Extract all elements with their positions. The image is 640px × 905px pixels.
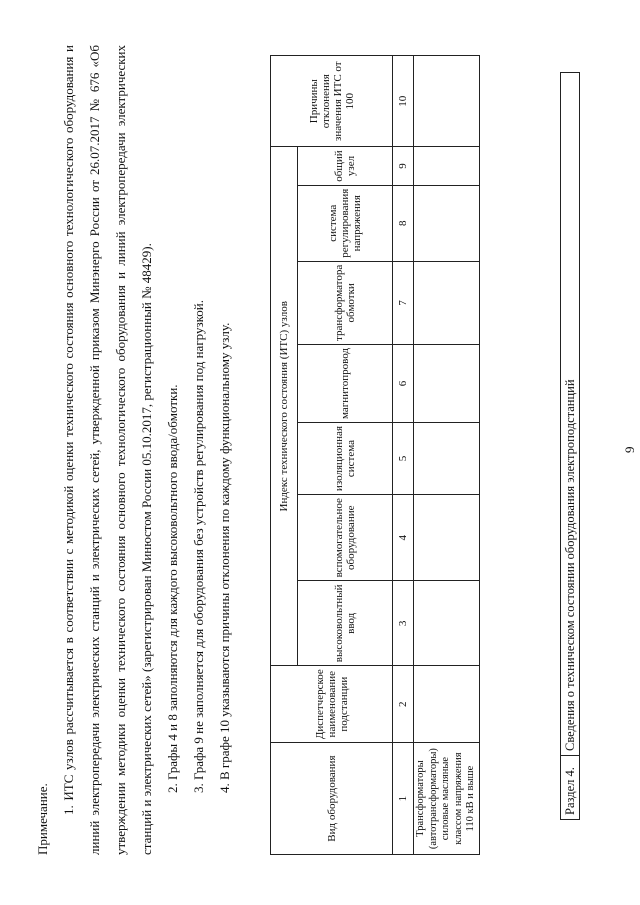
note-2: 2. Графы 4 и 8 заполняются для каждого высоковольтного ввода/обмотки. (165, 384, 180, 793)
header-itc-group: Индекс технического состояния (ИТС) узлов (271, 147, 298, 666)
header-itc-col: высоковольтный ввод (298, 581, 393, 666)
col-number: 2 (393, 666, 414, 743)
header-dispatch: Диспетчерское наименование подстанции (271, 666, 393, 743)
note-1: 1. ИТС узлов рассчитывается в соответствии с методикой оценки технического состояния основного технологического оборудования и линий электропередачи электрических станций и электрических сетей, утвержденной приказом Минэнерго России от 26.07.2017 № 676 «Об утверждении методики оценки технического состояния основного технологического оборудования и линий электропередачи электрических станций и электрических сетей» (зарегистрирован Минюстом России 05.10.2017, регистрационный № 48429). (61, 45, 154, 855)
note-3: 3. Графа 9 не заполняется для оборудования без устройств регулирования под нагрузкой. (191, 300, 206, 793)
empty-cell (414, 666, 480, 743)
col-number: 3 (393, 581, 414, 666)
col-number: 4 (393, 495, 414, 581)
empty-cell (414, 423, 480, 495)
header-itc-col: общий узел (298, 147, 393, 185)
header-itc-col: вспомогательное оборудование (298, 495, 393, 581)
header-reasons: Причины отклонения значения ИТС от 100 (271, 56, 393, 147)
col-number: 8 (393, 185, 414, 261)
col-number: 9 (393, 147, 414, 185)
page-number: 9 (622, 446, 637, 453)
header-itc-col: трансформатора обмотки (298, 261, 393, 344)
notes-heading: Примечание. (35, 783, 50, 855)
empty-cell (414, 261, 480, 344)
row-equipment-cell: Трансформаторы (автотрансформаторы) силовые масляные классом напряжения 110 кВ и выше (414, 743, 480, 855)
col-number: 1 (393, 743, 414, 855)
section-header (560, 72, 580, 820)
section-title: Сведения о техническом состоянии оборудования электроподстанций (562, 379, 577, 751)
itc-table (270, 55, 480, 855)
notes (30, 45, 238, 855)
col-number: 7 (393, 261, 414, 344)
empty-cell (414, 581, 480, 666)
section-label: Раздел 4. (561, 755, 579, 819)
empty-cell (414, 147, 480, 185)
header-itc-col: магнитопровод (298, 344, 393, 422)
col-number: 5 (393, 423, 414, 495)
header-itc-col: изоляционная система (298, 423, 393, 495)
header-equipment: Вид оборудования (271, 743, 393, 855)
empty-cell (414, 185, 480, 261)
note-4: 4. В графе 10 указываются причины отклонения по каждому функциональному узлу. (217, 322, 232, 793)
header-itc-col: система регулирования напряжения (298, 185, 393, 261)
empty-cell (414, 495, 480, 581)
col-number: 10 (393, 56, 414, 147)
empty-cell (414, 56, 480, 147)
empty-cell (414, 344, 480, 422)
col-number: 6 (393, 344, 414, 422)
